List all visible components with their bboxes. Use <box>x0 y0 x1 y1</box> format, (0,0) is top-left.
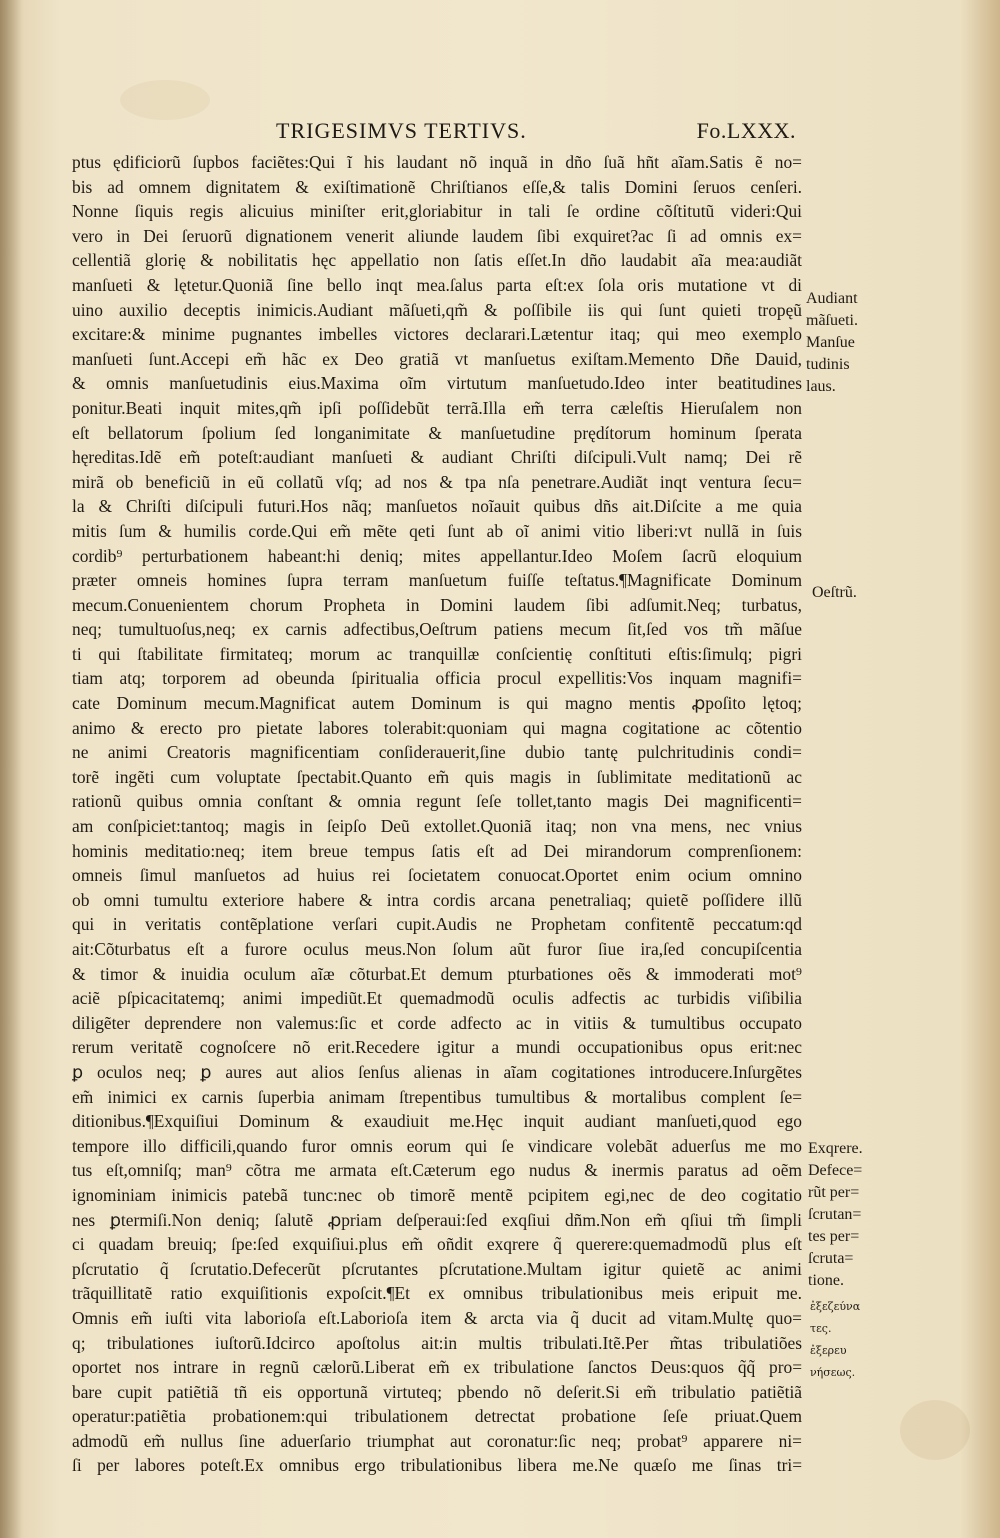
text-line: la & Chriſti diſcipuli futuri.Hos nãq; manſuetos noĩauit quibus dñs ait.Diſcite a me quia <box>72 496 802 517</box>
text-line: q; tribulationes iuſtorũ.Idcirco apoſtolus ait:in multis tribulati.Itẽ.Per m̃tas tribulatiões <box>72 1332 802 1353</box>
text-line: cordib⁹ perturbationem habeant:hi deniq; mites appellantur.Ideo Moſem ſacrũ eloquium <box>72 545 802 566</box>
text-line: mecum.Conuenientem chorum Propheta in Domini laudem ſibi adſumit.Neq; turbatus, <box>72 594 802 615</box>
paper-stain <box>120 80 210 120</box>
text-line: neq; tumultuoſus,neq; ex carnis adfectibus,Oeſtrum patiens mecum ſit,ſed vos tm̃ mãſue <box>72 619 802 640</box>
text-line: hęreditas.Idẽ em̃ poteſt:audiant manſueti & audiant Chriſti diſcipuli.Vult namq; Dei rẽ <box>72 447 802 468</box>
margin-note-greek <box>810 1296 860 1384</box>
running-title: TRIGESIMVS TERTIVS. <box>276 118 527 143</box>
text-line: trãquillitatẽ ratio exquiſitionis expoſcit.¶Et ex omnibus tribulationibus meis eripuit me. <box>72 1283 802 1304</box>
text-line: tiam atq; torporem ad obeunda ſpiritualia officia procul expellitis:Vos inquam magnifi= <box>72 668 802 689</box>
margin-note-line: tes per= <box>808 1228 860 1245</box>
text-line: oportet nos intrare in regnũ cælorũ.Liberat em̃ ex tribulatione ſanctos Deus:quos q̃q̃ pro= <box>72 1357 802 1378</box>
text-line: ait:Cõturbatus eſt a furore oculus meus.Non ſolum aũt furor ſiue ira,ſed concupiſcentia <box>72 939 802 959</box>
text-line: ꝑ oculos neq; ꝑ aures aut alios ſenſus alienas in aĩam cogitationes introducere.Inſurgẽtes <box>72 1061 802 1082</box>
text-line: ſi per labores poteſt.Ex omnibus ergo tribulationibus libera me.Ne quæſo me ſinas tri= <box>72 1455 802 1476</box>
text-line: excitare:& minime pugnantes imbelles victores declarari.Lætentur itaq; qui meo exemplo <box>72 324 802 345</box>
text-line: qui in veritatis contẽplatione verſari cupit.Audis ne Prophetam confitentẽ peccatum:qd <box>72 914 802 935</box>
text-line: tus eſt,omniſq; man⁹ cõtra me armata eſt.Cæterum ego nudus & inermis paratus ad oẽm <box>72 1160 802 1181</box>
text-line: ponitur.Beati inquit mites,qm̃ ipſi poſſidebũt terrã.Illa em̃ terra cæleſtis Hieruſalem non <box>72 397 802 418</box>
text-line: eſt bellatorum ſpolium ſed longanimitate & manſuetudine prędítorum hominum ſperata <box>72 422 802 443</box>
margin-note-line: Manſue <box>806 334 855 351</box>
text-line: animo & erecto pro pietate labores tolerabit:quoniam qui magna cogitatione ac cõtentio <box>72 717 802 738</box>
text-line: rationũ quibus omnia conſtant & omnia regunt ſeſe tollet,tanto magis Dei magnificenti= <box>72 791 802 812</box>
text-line: diligẽter deprendere non valemus:ſic et corde adfecto ac in vitiis & tumultibus occupato <box>72 1012 802 1033</box>
text-line: ti qui ſtabilitate firmitateq; morum ac tranquillæ conſcientię conſtituti eſtis:ſimulq; pigri <box>72 643 802 664</box>
margin-note-audiant <box>806 288 858 398</box>
text-line: præter omneis homines ſupra terram manſuetum fuiſſe teſtatus.¶Magnificate Dominum <box>72 570 802 591</box>
margin-note-line: ſcrutan= <box>808 1206 862 1223</box>
text-line: Omnis em̃ iuſti vita laborioſa eſt.Laborioſa item & arcta via q̃ ducit ad vitam.Multę quo= <box>72 1307 802 1328</box>
text-line: bare cupit patiẽtiã tñ eis opportunã virtuteq; pbendo nõ deſerit.Si em̃ tribulatio patiẽtiã <box>72 1381 802 1402</box>
text-line: & timor & inuidia oculum aĩæ cõturbat.Et demum pturbationes oẽs & immoderati mot⁹ <box>72 963 802 984</box>
text-line: mirã ob beneficiũ in eũ collatũ vſq; ad nos & tpa nſa penetrare.Audiãt inqt ventura ſecu= <box>72 471 802 492</box>
text-line: pſcrutatio q̃ ſcrutatio.Defecerũt pſcrutantes pſcrutatione.Multam igitur quietẽ ac animi <box>72 1258 802 1279</box>
text-line: operatur:patiẽtia probationem:qui tribulationem detrectat probatione ſeſe priuat.Quem <box>72 1406 802 1427</box>
margin-note-line: ſcruta= <box>808 1250 854 1267</box>
folio-number: Fo.LXXX. <box>696 118 796 143</box>
margin-note-exqrere <box>808 1138 863 1292</box>
binding-shadow <box>0 0 22 1538</box>
text-line: uino auxilio deceptis inimicis.Audiant mãſueti,qm̃ & poſſibile iis qui ſunt quieti tropęũ <box>72 299 802 320</box>
text-line: admodũ em̃ nullus ſine aduerſario triumphat aut coronatur:ſic neq; probat⁹ apparere ni= <box>72 1430 802 1451</box>
margin-note-line: tione. <box>808 1272 844 1289</box>
text-line: cate Dominum mecum.Magnificat autem Dominum is qui magno mentis ꝓpoſito lętoq; <box>72 693 802 714</box>
text-line: manſueti & lętetur.Quoniã ſine bello inqt mea.ſalus parta eſt:ex ſola oris mutatione vt di <box>72 274 802 295</box>
text-line: ob omni tumultu exteriore habere & intra cordis arcana penetraliaq; quietẽ poſſidere illũ <box>72 889 802 910</box>
margin-note-line: Audiant <box>806 290 858 307</box>
margin-note-line: ἐξεζεύνα <box>810 1300 861 1313</box>
margin-note-line: Oeſtrũ. <box>812 584 857 601</box>
text-line: ignominiam inimicis patebã tunc:nec ob timorẽ mentẽ pcipitem egi,nec de deo cogitatio <box>72 1184 802 1205</box>
text-line: tempore illo difficili,quando furor omnis eorum qui ſe vindicare volebãt aduerſus me mo <box>72 1135 802 1156</box>
paper-stain <box>900 1400 970 1460</box>
margin-note-line: laus. <box>806 378 836 395</box>
text-line: omneis ſimul manſuetos ad huius rei ſocietatem conuocat.Oportet enim ocium omnino <box>72 865 802 886</box>
text-line: ptus ędificiorũ ſupbos faciẽtes:Qui ĩ his laudant nõ inquã in dño ſuã hñt aĩam.Satis ẽ no= <box>72 152 802 172</box>
text-line: & omnis manſuetudinis eius.Maxima oĩm virtutum manſuetudo.Ideo inter beatitudines <box>72 373 802 394</box>
text-line: hominis meditatio:neq; item breue tempus ſatis eſt ad Dei mirandorum comprenſionem: <box>72 840 802 861</box>
text-line: nes ꝑtermiſi.Non deniq; ſalutẽ ꝓpriam deſperaui:ſed exqſiui dñm.Non em̃ qſiui tm̃ ſimpli <box>72 1209 802 1230</box>
margin-note-line: Exqrere. <box>808 1140 863 1157</box>
margin-note-line: tudinis <box>806 356 850 373</box>
text-line: cellentiã glorię & nobilitatis hęc appellatio non ſatis eſſet.In dño laudabit aĩa mea:audiãt <box>72 250 802 271</box>
main-text-block <box>72 150 802 1478</box>
text-line: vero in Dei ſeruorũ dignationem venerit aliunde laudem ſibi exquiret?ac ſi ad omnis ex= <box>72 225 802 246</box>
text-line: ci quadam breuiq; ſpe:ſed exquiſiui.plus em̃ oñdit exqrere q̃ querere:quemadmodũ plus eſt <box>72 1234 802 1255</box>
margin-note-line: Defece= <box>808 1162 863 1179</box>
text-line: ditionibus.¶Exquiſiui Dominum & exaudiuit me.Hęc inquit audiant manſueti,quod ego <box>72 1111 802 1132</box>
margin-note-line: νήσεως. <box>810 1366 856 1379</box>
text-line: manſueti ſunt.Accepi em̃ hãc ex Deo gratiã vt manſuetus exiſtam.Memento Dñe Dauid, <box>72 348 802 369</box>
text-line: am conſpiciet:tantoq; magis in ſeipſo Deũ extollet.Quoniã itaq; non vna mens, nec vnius <box>72 816 802 837</box>
text-line: torẽ ingẽti cum voluptate ſpectabit.Quanto em̃ quis magis in ſublimitate meditationũ ac <box>72 766 802 787</box>
text-line: bis ad omnem dignitatem & exiſtimationẽ Chriſtianos eſſe,& talis Domini ſeruos cenſeri. <box>72 176 802 197</box>
text-line: Nonne ſiquis regis alicuius miniſter erit,gloriabitur in tali ſe ordine cõſtitutũ videri:Qui <box>72 201 802 222</box>
text-line: ne animi Creatoris magnificentiam conſiderauerit,ſine dubio tantę pulchritudinis condi= <box>72 742 802 763</box>
margin-note-line: ἐξερευ <box>810 1344 847 1357</box>
text-line: mitis ſum & humilis corde.Qui em̃ mẽte qeti ſunt ab oĩ animi vitio liberi:vt nullã in ſuis <box>72 520 802 541</box>
margin-note-line: τες. <box>810 1322 832 1335</box>
text-line: em̃ inimici ex carnis ſuperbia animam ſtrepentibus tumultibus & mortalibus complent ſe= <box>72 1086 802 1107</box>
margin-note-oestrum <box>812 582 857 604</box>
text-line: rerum veritatẽ cognoſcere nõ erit.Recedere igitur a mundi occupationibus opus erit:nec <box>72 1037 802 1058</box>
margin-note-line: mãſueti. <box>806 312 858 329</box>
running-head <box>276 118 796 148</box>
text-line: aciẽ pſpicacitatemq; animi impediũt.Et quemadmodũ oculis adfectis ac turbidis viſibilia <box>72 988 802 1009</box>
margin-note-line: rũt per= <box>808 1184 860 1201</box>
